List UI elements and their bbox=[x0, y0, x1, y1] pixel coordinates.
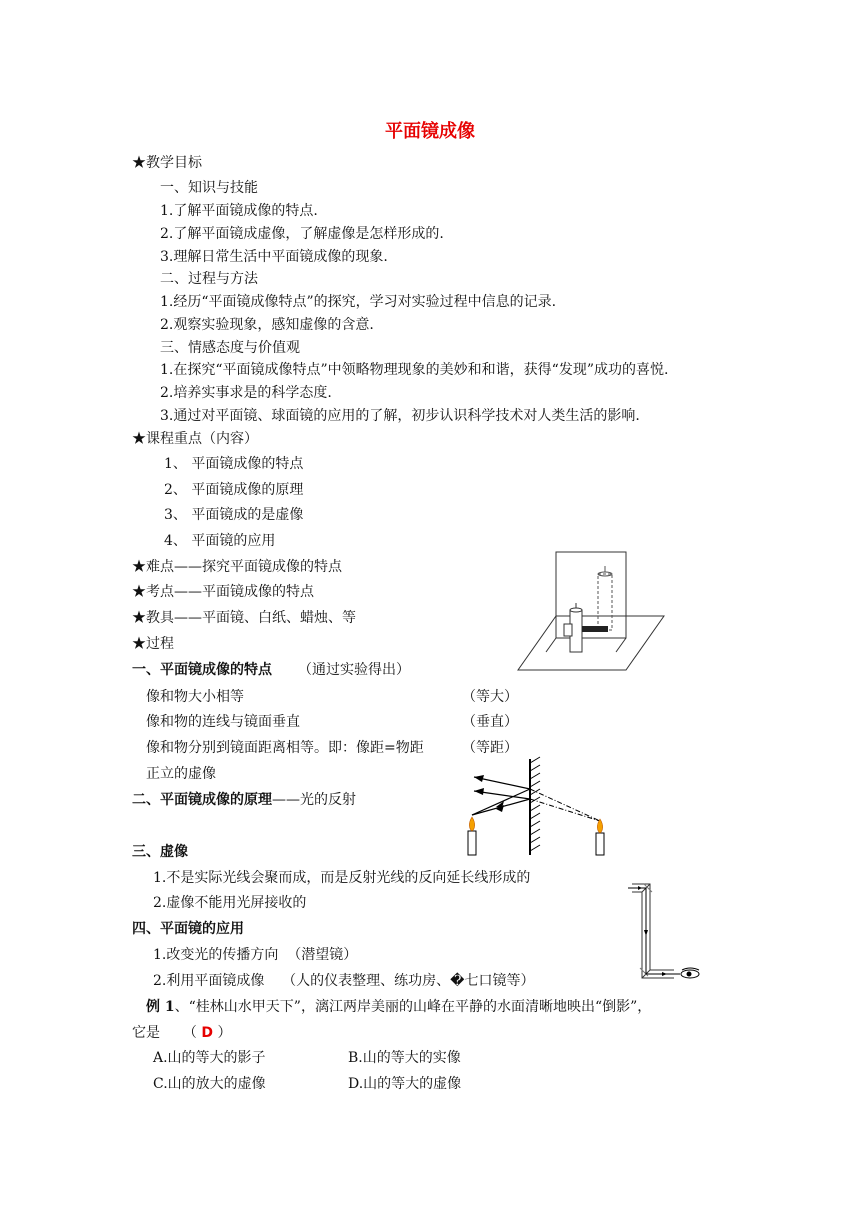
section4-item: 1.改变光的传播方向 （潜望镜） bbox=[153, 947, 358, 963]
focus-heading: ★课程重点（内容） bbox=[132, 431, 258, 447]
example-answer: D bbox=[201, 1025, 213, 1041]
goals-section3-title: 三、情感态度与价值观 bbox=[160, 340, 300, 356]
periscope-figure bbox=[622, 880, 704, 988]
section4-title: 四、平面镜的应用 bbox=[132, 921, 244, 937]
property-row-text: 像和物大小相等 bbox=[146, 689, 244, 705]
goals-section2-item: 1.经历“平面镜成像特点”的探究，学习对实验过程中信息的记录. bbox=[160, 294, 557, 310]
property-upright-virtual: 正立的虚像 bbox=[146, 766, 216, 782]
section2-title: 二、平面镜成像的原理 bbox=[132, 792, 272, 808]
example-text-cont: 它是 bbox=[132, 1025, 160, 1041]
example-question bbox=[146, 998, 651, 1016]
section2-line bbox=[132, 791, 356, 809]
exam-point-line: ★考点——平面镜成像的特点 bbox=[132, 584, 314, 600]
goals-section1-item: 1.了解平面镜成像的特点. bbox=[160, 203, 318, 219]
goals-section1-title: 一、知识与技能 bbox=[160, 180, 258, 196]
goals-section1-item: 3.理解日常生活中平面镜成像的现象. bbox=[160, 249, 388, 265]
property-row-text: 像和物的连线与镜面垂直 bbox=[146, 714, 300, 730]
process-heading: ★过程 bbox=[132, 636, 174, 652]
difficulty-line: ★难点——探究平面镜成像的特点 bbox=[132, 559, 342, 575]
focus-item: 2、 平面镜成像的原理 bbox=[164, 482, 304, 498]
property-row-tag: （垂直） bbox=[462, 714, 518, 730]
section3-item: 1.不是实际光线会聚而成，而是反射光线的反向延长线形成的 bbox=[153, 870, 531, 886]
option-a: A.山的等大的影子 bbox=[153, 1050, 266, 1066]
section1-title: 一、平面镜成像的特点 bbox=[132, 662, 272, 678]
section4-item: 2.利用平面镜成像 （人的仪表整理、练功房、�七口镜等） bbox=[153, 973, 535, 989]
goals-section3-item: 3.通过对平面镜、球面镜的应用的了解，初步认识科学技术对人类生活的影响. bbox=[160, 408, 640, 424]
page-title: 平面镜成像 bbox=[385, 121, 475, 142]
goals-section1-item: 2.了解平面镜成虚像，了解虚像是怎样形成的. bbox=[160, 226, 444, 242]
mirror-experiment-figure bbox=[516, 548, 668, 672]
focus-item: 1、 平面镜成像的特点 bbox=[164, 456, 304, 472]
focus-item: 4、 平面镜的应用 bbox=[164, 533, 276, 549]
property-row-tag: （等大） bbox=[462, 689, 518, 705]
focus-item: 3、 平面镜成的是虚像 bbox=[164, 507, 304, 523]
goals-section3-item: 1.在探究“平面镜成像特点”中领略物理现象的美妙和和谐，获得“发现”成功的喜悦. bbox=[160, 362, 669, 378]
example-question-cont bbox=[132, 1024, 231, 1042]
section3-title: 三、虚像 bbox=[132, 844, 188, 860]
property-row-tag: （等距） bbox=[462, 740, 518, 756]
answer-paren-close: ） bbox=[217, 1025, 232, 1041]
property-row-text: 像和物分别到镜面距离相等。即：像距=物距 bbox=[146, 740, 424, 756]
goals-section2-item: 2.观察实验现象，感知虚像的含意. bbox=[160, 317, 374, 333]
option-d: D.山的等大的虚像 bbox=[348, 1076, 462, 1092]
teaching-tools-line: ★教具——平面镜、白纸、蜡烛、等 bbox=[132, 610, 356, 626]
section1-note: （通过实验得出） bbox=[298, 662, 410, 678]
reflection-principle-figure bbox=[458, 755, 616, 859]
example-text: 、“桂林山水甲天下”，漓江两岸美丽的山峰在平静的水面清晰地映出“倒影”， bbox=[174, 999, 652, 1015]
answer-paren-open: （ bbox=[182, 1025, 197, 1041]
goals-section3-item: 2.培养实事求是的科学态度. bbox=[160, 385, 332, 401]
section2-rest: ——光的反射 bbox=[272, 792, 356, 808]
section3-item: 2.虚像不能用光屏接收的 bbox=[153, 895, 307, 911]
option-b: B.山的等大的实像 bbox=[348, 1050, 461, 1066]
option-c: C.山的放大的虚像 bbox=[153, 1076, 266, 1092]
goals-heading: ★教学目标 bbox=[132, 155, 202, 171]
goals-section2-title: 二、过程与方法 bbox=[160, 271, 258, 287]
example-label: 例 1 bbox=[146, 999, 175, 1015]
